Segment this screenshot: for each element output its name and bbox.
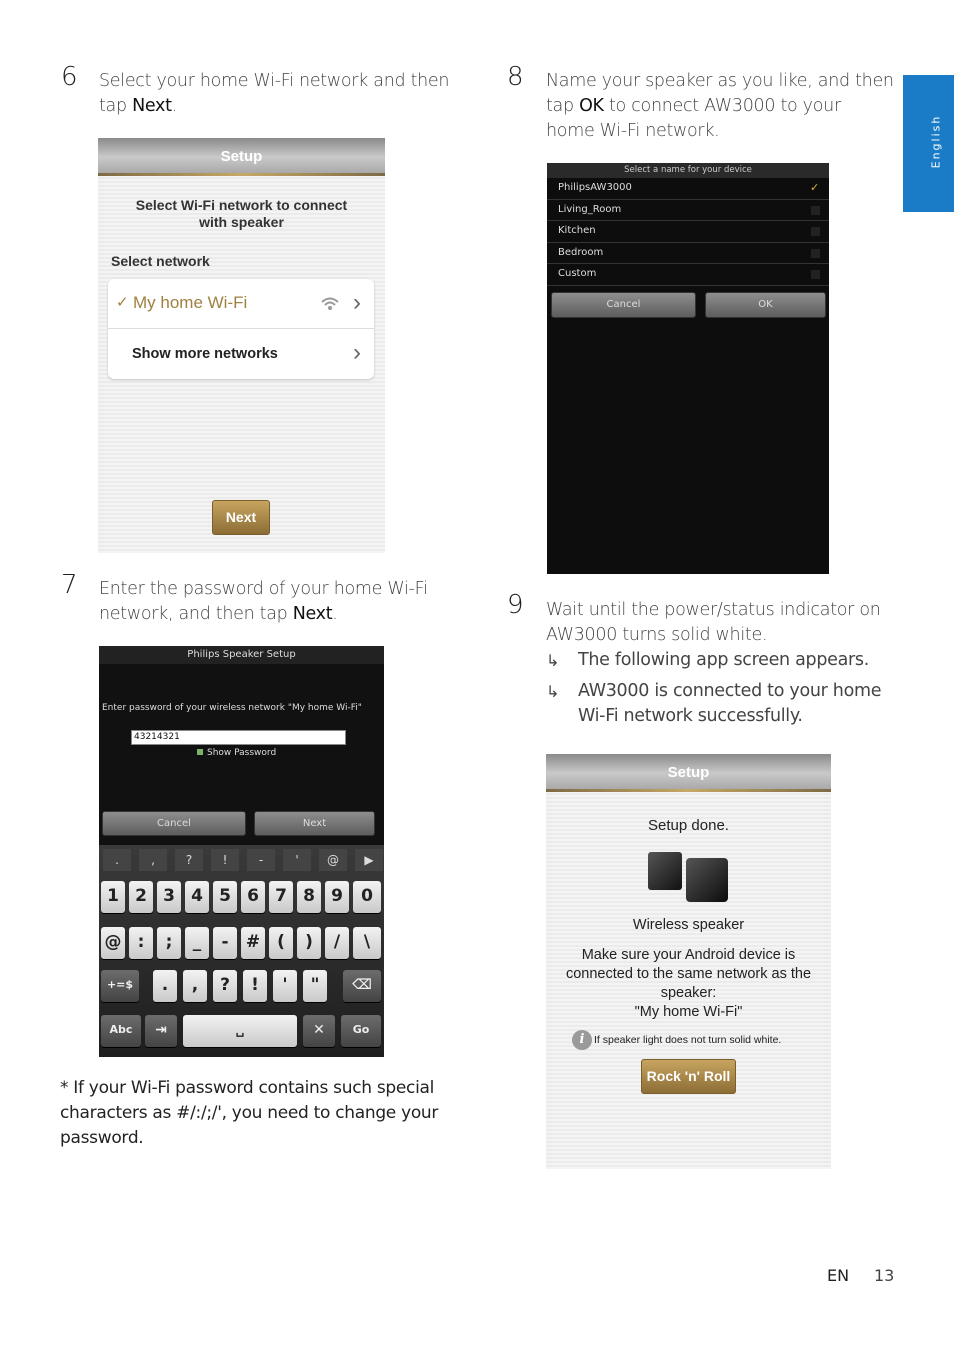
key-hyphen[interactable]: -	[213, 927, 237, 959]
step-6-number: 6	[61, 62, 78, 92]
info-icon[interactable]: i	[572, 1030, 592, 1050]
key-more[interactable]: ▶	[355, 849, 383, 871]
key-7[interactable]: 7	[269, 881, 293, 913]
network-name: My home Wi-Fi	[133, 293, 248, 312]
device-name-row[interactable]	[547, 243, 829, 265]
show-password-checkbox[interactable]	[197, 749, 203, 755]
key-dot[interactable]: .	[153, 970, 177, 1002]
step-8-line2: tap OK to connect AW3000 to your	[546, 96, 841, 116]
key-abc[interactable]: Abc	[101, 1015, 141, 1047]
device-name-row[interactable]	[547, 264, 829, 286]
step-9-result-1: ↳ The following app screen appears.	[546, 648, 896, 673]
chevron-right-icon: ›	[353, 289, 361, 316]
key-exclaim2[interactable]: !	[243, 970, 267, 1002]
language-tab-label: English	[929, 114, 943, 169]
key-symbols[interactable]: +=$	[101, 970, 139, 1002]
key-4[interactable]: 4	[185, 881, 209, 913]
key-question2[interactable]: ?	[213, 970, 237, 1002]
step-8-ok-bold: OK	[579, 96, 604, 116]
step-7-text	[99, 577, 459, 627]
rock-n-roll-button[interactable]: Rock 'n' Roll	[641, 1059, 736, 1094]
password-input[interactable]: 43214321	[131, 730, 346, 745]
key-apostrophe[interactable]: '	[283, 849, 311, 871]
page-number: 13	[874, 1266, 895, 1285]
cancel-button[interactable]: Cancel	[102, 811, 246, 836]
show-password-toggle[interactable]	[197, 748, 276, 758]
step-7-line1: Enter the password of your home Wi-Fi	[99, 579, 428, 599]
tab-icon[interactable]: ⇥	[145, 1015, 177, 1047]
key-at-symbol[interactable]: @	[101, 927, 125, 959]
password-screen	[99, 646, 384, 1057]
key-comma2[interactable]: ,	[183, 970, 207, 1002]
checkmark-icon[interactable]: ✓	[810, 181, 820, 194]
ok-button[interactable]: OK	[705, 292, 826, 318]
key-at[interactable]: @	[319, 849, 347, 871]
wifi-select-title: Select Wi-Fi network to connect with speaker	[135, 197, 348, 230]
step-7-number: 7	[61, 570, 78, 600]
key-close-paren[interactable]: )	[297, 927, 321, 959]
device-name-label: PhilipsAW3000	[558, 182, 632, 193]
device-name-label: Bedroom	[558, 246, 604, 258]
key-open-paren[interactable]: (	[269, 927, 293, 959]
name-device-screen	[547, 163, 829, 574]
setup-done-screen	[546, 754, 831, 1169]
key-2[interactable]: 2	[129, 881, 153, 913]
step-6-line1: Select your home Wi-Fi network and then	[99, 71, 450, 91]
on-screen-keyboard	[99, 845, 384, 1057]
unchecked-box[interactable]	[811, 206, 820, 215]
show-password-label: Show Password	[207, 748, 277, 758]
speaker-unit-right	[686, 858, 728, 902]
key-double-quote[interactable]: "	[303, 970, 327, 1002]
wifi-select-screen	[98, 138, 385, 553]
key-slash[interactable]: /	[325, 927, 349, 959]
show-more-networks-label: Show more networks	[132, 346, 278, 362]
network-row-my-home[interactable]	[108, 279, 374, 329]
key-0[interactable]: 0	[353, 881, 381, 913]
password-screen-title: Philips Speaker Setup	[99, 646, 384, 664]
password-prompt: Enter password of your wireless network "My home Wi-Fi"	[102, 703, 362, 713]
step-7-next-bold: Next	[292, 604, 333, 624]
device-name-row[interactable]	[547, 221, 829, 243]
unchecked-box[interactable]	[811, 227, 820, 236]
step-8-text	[546, 69, 896, 144]
step-8-line3: home Wi-Fi network.	[546, 121, 720, 141]
key-6[interactable]: 6	[241, 881, 265, 913]
wifi-icon	[320, 296, 340, 312]
unchecked-box[interactable]	[811, 270, 820, 279]
spacebar[interactable]: ␣	[183, 1015, 297, 1047]
light-hint[interactable]: If speaker light does not turn solid white.	[594, 1034, 782, 1046]
step-8-number: 8	[507, 62, 524, 92]
key-exclaim[interactable]: !	[211, 849, 239, 871]
step-6-next-bold: Next	[132, 96, 172, 116]
unchecked-box[interactable]	[811, 249, 820, 258]
chevron-right-icon: ›	[353, 339, 361, 366]
result-arrow-icon: ↳	[546, 651, 560, 670]
key-comma[interactable]: ,	[139, 849, 167, 871]
step-8-line1: Name your speaker as you like, and then	[546, 71, 894, 91]
show-more-networks-row[interactable]	[108, 329, 374, 379]
speaker-unit-left	[648, 852, 682, 890]
same-network-message: Make sure your Android device is connected to the same network as the speaker: "My home Wi-Fi"	[565, 947, 812, 1020]
footnote-line2: characters as #/:/;/', you need to change your	[60, 1103, 439, 1123]
step-9-text	[546, 598, 896, 648]
step-9-number: 9	[507, 590, 524, 620]
device-name-list	[547, 178, 829, 286]
setup-header: Setup	[546, 754, 831, 792]
key-hash[interactable]: #	[241, 927, 265, 959]
device-name-label: Kitchen	[558, 225, 596, 237]
device-name-label: Custom	[558, 268, 597, 280]
language-tab	[903, 75, 954, 212]
key-go[interactable]: Go	[341, 1015, 381, 1047]
key-8[interactable]: 8	[297, 881, 321, 913]
next-button[interactable]: Next	[212, 500, 270, 535]
footer-lang: EN	[827, 1266, 850, 1285]
result-arrow-icon: ↳	[546, 682, 560, 701]
checkmark-icon: ✓	[116, 294, 129, 311]
device-name-row[interactable]	[547, 200, 829, 222]
key-question[interactable]: ?	[175, 849, 203, 871]
next-button[interactable]: Next	[254, 811, 375, 836]
cancel-button[interactable]: Cancel	[551, 292, 696, 318]
key-period[interactable]: .	[103, 849, 131, 871]
setup-header: Setup	[98, 138, 385, 176]
device-name-row[interactable]	[547, 178, 829, 200]
key-backslash[interactable]: \	[353, 927, 381, 959]
key-underscore[interactable]: _	[185, 927, 209, 959]
step-9-line1: Wait until the power/status indicator on	[546, 600, 881, 620]
select-network-label: Select network	[111, 253, 210, 269]
step-6-text	[99, 69, 459, 119]
network-list	[108, 279, 374, 379]
wireless-speaker-label: Wireless speaker	[632, 917, 745, 933]
key-quote[interactable]: '	[273, 970, 297, 1002]
device-name-label: Living_Room	[558, 203, 622, 215]
step-6-line2: tap Next.	[99, 96, 177, 116]
backspace-icon[interactable]: ⌫	[343, 970, 381, 1002]
key-semicolon[interactable]: ;	[157, 927, 181, 959]
key-dash[interactable]: -	[247, 849, 275, 871]
key-5[interactable]: 5	[213, 881, 237, 913]
key-1[interactable]: 1	[101, 881, 125, 913]
password-footnote	[60, 1076, 460, 1151]
key-3[interactable]: 3	[157, 881, 181, 913]
key-9[interactable]: 9	[325, 881, 349, 913]
tools-icon[interactable]: ✕	[303, 1015, 335, 1047]
step-7-line2: network, and then tap Next.	[99, 604, 338, 624]
name-device-title: Select a name for your device	[547, 163, 829, 178]
setup-done-text: Setup done.	[648, 817, 729, 834]
step-9-result-2: ↳ AW3000 is connected to your home Wi-Fi network successfully.	[546, 681, 882, 726]
key-colon[interactable]: :	[129, 927, 153, 959]
footnote-line3: password.	[60, 1128, 144, 1148]
footnote-line1: * If your Wi-Fi password contains such special	[60, 1078, 435, 1098]
step-9-line2: AW3000 turns solid white.	[546, 625, 768, 645]
